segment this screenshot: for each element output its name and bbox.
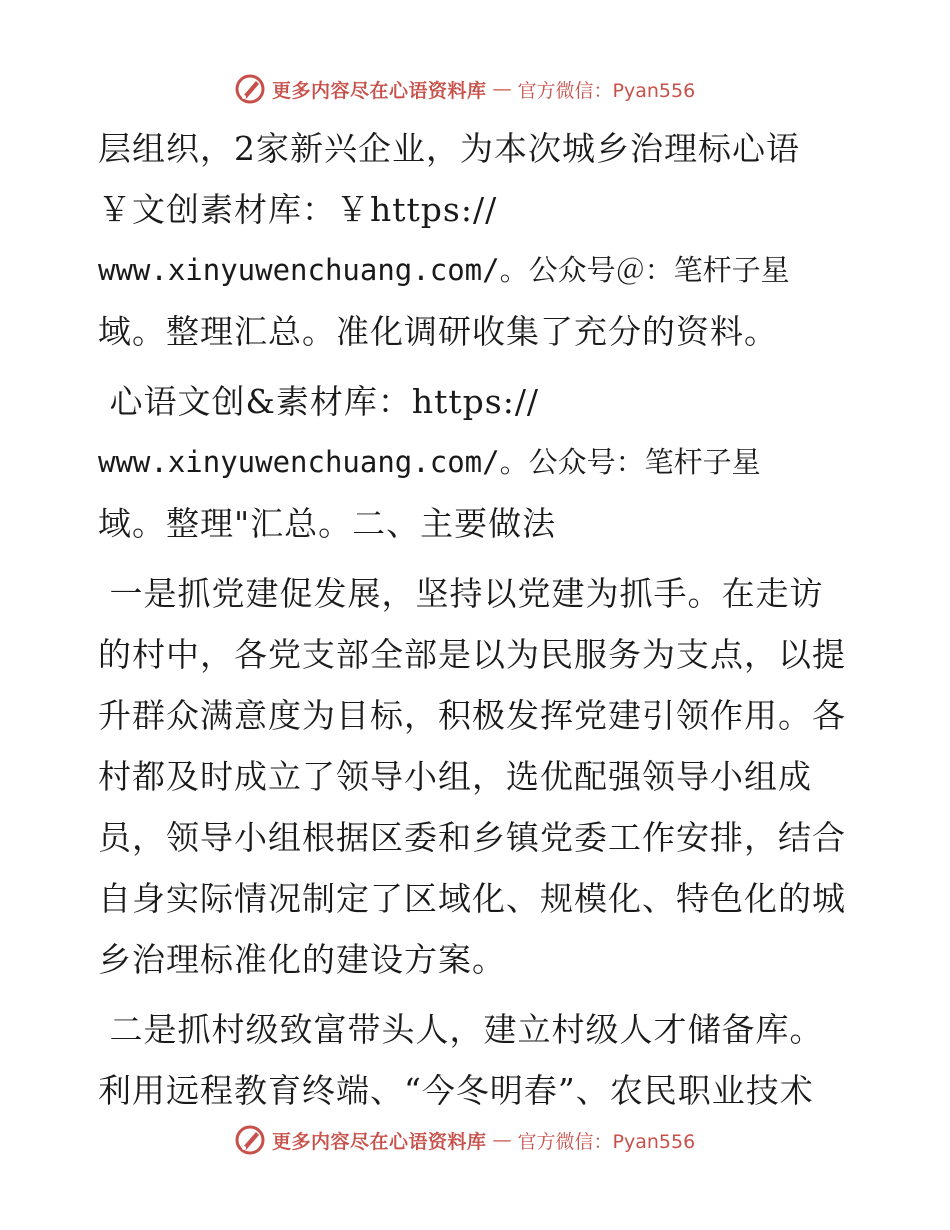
- banner-title: 更多内容尽在心语资料库: [272, 1130, 487, 1153]
- text-line: 一是抓党建促发展，坚持以党建为抓手。在走访: [98, 574, 824, 613]
- banner-separator: —: [492, 1129, 512, 1151]
- pen-circle-logo-icon: [234, 1124, 266, 1156]
- paragraph: [98, 563, 858, 990]
- text-line: 的村中，各党支部全部是以为民服务为支点，以提: [98, 635, 846, 674]
- paragraph: [98, 999, 858, 1121]
- text-line: 乡治理标准化的建设方案。: [98, 940, 506, 979]
- text-line: 利用远程教育终端、“今冬明春”、农民职业技术: [98, 1071, 814, 1110]
- text-line: www.xinyuwenchuang.com/。公众号＠：笔杆子星: [98, 253, 790, 287]
- text-line: 升群众满意度为目标，积极发挥党建引领作用。各: [98, 696, 846, 735]
- banner-wechat: 官方微信：Pyan556: [517, 79, 696, 102]
- text-line: 域。整理"汇总。二、主要做法: [98, 504, 557, 543]
- banner-separator: —: [492, 78, 512, 100]
- text-line: www.xinyuwenchuang.com/。公众号：笔杆子星: [98, 445, 761, 479]
- text-line: 层组织，2家新兴企业，为本次城乡治理标心语: [98, 129, 800, 168]
- text-line: ￥文创素材库：￥https://: [98, 190, 498, 229]
- header-banner: [234, 72, 695, 106]
- text-line: 域。整理汇总。准化调研收集了充分的资料。: [98, 312, 778, 351]
- text-line: 员，领导小组根据区委和乡镇党委工作安排，结合: [98, 818, 846, 857]
- text-line: 自身实际情况制定了区域化、规模化、特色化的城: [98, 879, 846, 918]
- text-line: 心语文创&素材库：https://: [98, 382, 540, 421]
- pen-circle-logo-icon: [234, 73, 266, 105]
- document-body: [98, 118, 858, 1121]
- text-line: 二是抓村级致富带头人，建立村级人才储备库。: [98, 1010, 824, 1049]
- paragraph: [98, 118, 858, 362]
- text-line: 村都及时成立了领导小组，选优配强领导小组成: [98, 757, 812, 796]
- banner-wechat: 官方微信：Pyan556: [517, 1130, 696, 1153]
- banner-title: 更多内容尽在心语资料库: [272, 79, 487, 102]
- paragraph: [98, 371, 858, 554]
- footer-banner: [234, 1123, 695, 1157]
